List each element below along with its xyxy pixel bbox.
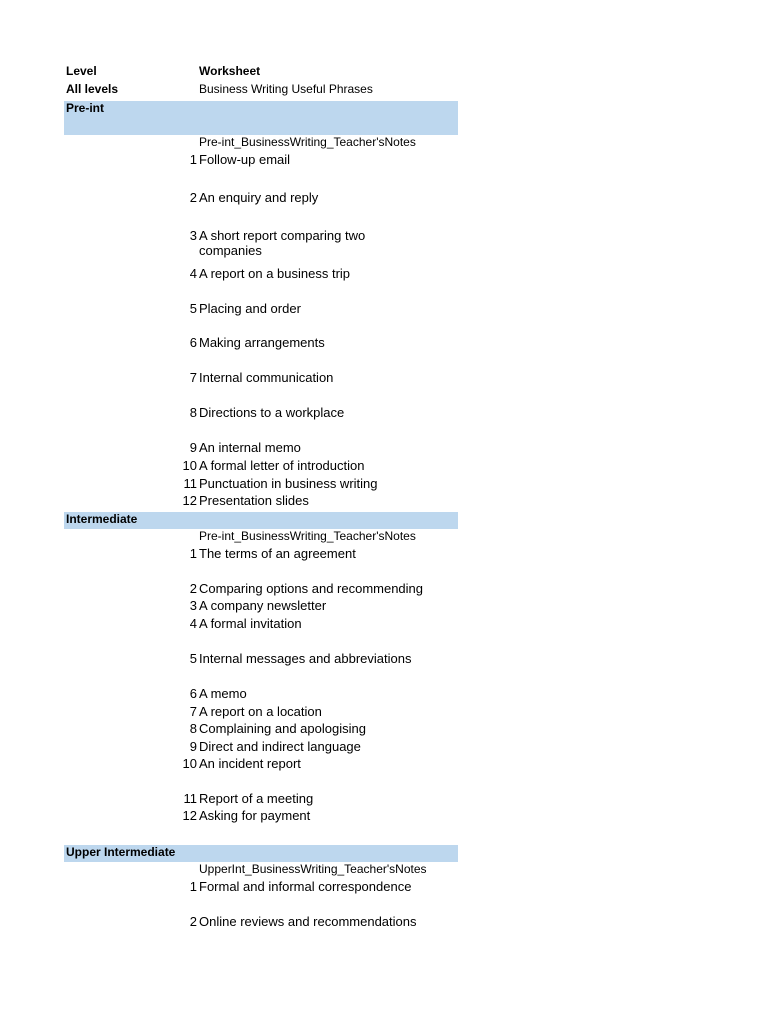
- worksheet-title: Directions to a workplace: [199, 405, 345, 420]
- item-number: 4: [189, 616, 197, 631]
- worksheet-title: Direct and indirect language: [199, 739, 361, 754]
- worksheet-title: A report on a business trip: [199, 266, 351, 281]
- worksheet-title: Internal messages and abbreviations: [199, 651, 412, 666]
- all-levels-worksheet: Business Writing Useful Phrases: [199, 82, 373, 96]
- item-number: 10: [182, 458, 197, 473]
- item-number: 11: [183, 476, 197, 491]
- level-header: Level: [66, 64, 97, 78]
- worksheet-title: Punctuation in business writing: [199, 476, 378, 491]
- item-number: 5: [189, 651, 197, 666]
- item-number: 2: [189, 190, 197, 205]
- all-levels-label: All levels: [66, 82, 119, 96]
- item-number: 12: [182, 493, 197, 508]
- item-number: 11: [183, 791, 197, 806]
- worksheet-title: A short report comparing two companies: [199, 228, 366, 258]
- worksheet-title: Presentation slides: [199, 493, 309, 508]
- worksheet-title: Report of a meeting: [199, 791, 314, 806]
- worksheet-title: Internal communication: [199, 370, 334, 385]
- teacher-notes-file: UpperInt_BusinessWriting_Teacher'sNotes: [199, 862, 427, 876]
- worksheet-title: A formal invitation: [199, 616, 302, 631]
- worksheet-title: Complaining and apologising: [199, 721, 366, 736]
- worksheet-title: A company newsletter: [199, 598, 327, 613]
- worksheet-title: An enquiry and reply: [199, 190, 319, 205]
- item-number: 8: [189, 405, 197, 420]
- item-number: 9: [189, 440, 197, 455]
- worksheet-title: Placing and order: [199, 301, 301, 316]
- item-number: 3: [189, 598, 197, 613]
- item-number: 1: [189, 879, 197, 894]
- worksheet-title: A memo: [199, 686, 247, 701]
- teacher-notes-file: Pre-int_BusinessWriting_Teacher'sNotes: [199, 529, 416, 543]
- level-band-upper-intermediate: Upper Intermediate: [64, 845, 458, 862]
- item-number: 6: [189, 686, 197, 701]
- item-number: 10: [182, 756, 197, 771]
- worksheet-title: A formal letter of introduction: [199, 458, 365, 473]
- teacher-notes-file: Pre-int_BusinessWriting_Teacher'sNotes: [199, 135, 416, 149]
- worksheet-title: Formal and informal correspondence: [199, 879, 412, 894]
- level-band-intermediate: Intermediate: [64, 512, 458, 529]
- item-number: 1: [189, 546, 197, 561]
- item-number: 6: [189, 335, 197, 350]
- worksheet-title: An internal memo: [199, 440, 301, 455]
- worksheet-title: Asking for payment: [199, 808, 311, 823]
- item-number: 9: [189, 739, 197, 754]
- item-number: 8: [189, 721, 197, 736]
- worksheet-title: Comparing options and recommending: [199, 581, 424, 596]
- worksheet-title: Online reviews and recommendations: [199, 914, 417, 929]
- worksheet-title: A report on a location: [199, 704, 322, 719]
- item-number: 2: [189, 581, 197, 596]
- item-number: 3: [189, 228, 197, 243]
- worksheet-title: The terms of an agreement: [199, 546, 356, 561]
- worksheet-header: Worksheet: [199, 64, 261, 78]
- item-number: 12: [182, 808, 197, 823]
- item-number: 4: [189, 266, 197, 281]
- item-number: 2: [189, 914, 197, 929]
- level-band-pre-int: Pre-int: [64, 101, 458, 135]
- worksheet-title: Making arrangements: [199, 335, 325, 350]
- item-number: 7: [189, 370, 197, 385]
- worksheet-title: An incident report: [199, 756, 301, 771]
- item-number: 5: [189, 301, 197, 316]
- item-number: 7: [189, 704, 197, 719]
- worksheet-title: Follow-up email: [199, 152, 291, 167]
- item-number: 1: [189, 152, 197, 167]
